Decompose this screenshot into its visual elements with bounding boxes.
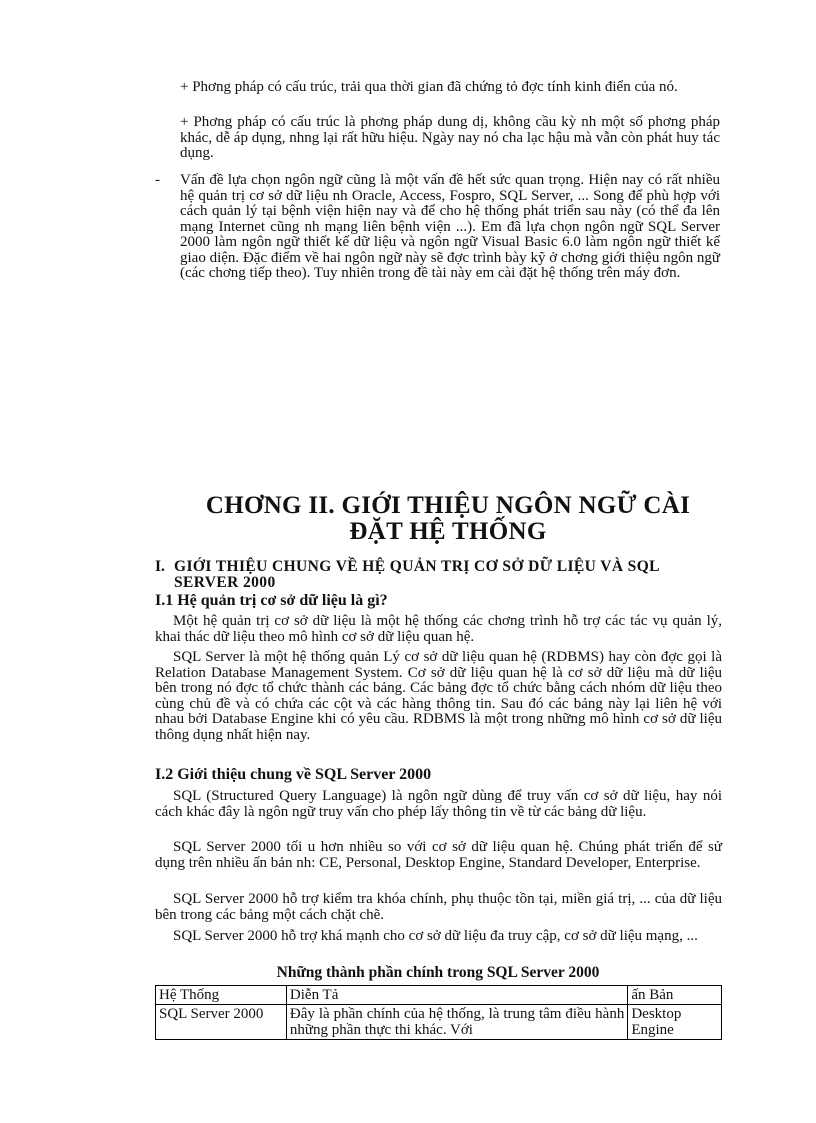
table-row xyxy=(156,1005,722,1040)
subsection-2-paragraph-1: SQL (Structured Query Language) là ngôn ngữ dùng để truy vấn cơ sở dữ liệu, hay nói cách khác đây là ngôn ngữ truy vấn cho phép lấy thông tin về từ các bảng dữ liệu. xyxy=(155,788,722,820)
table-cell: Đây là phần chính của hệ thống, là trung tâm điều hành những phần thực thi khác. Với xyxy=(286,1005,627,1040)
table-cell: Desktop Engine xyxy=(628,1005,722,1040)
subsection-1-paragraph-2: SQL Server là một hệ thống quản Lý cơ sở dữ liệu quan hệ (RDBMS) hay còn đợc gọi là Relation Database Management System. Cơ sở dữ liệu quan hệ là cơ sở dữ liệu mà dữ liệu bên trong nó đợc tổ chức thành các bảng. Các bảng đợc tổ chức bằng cách nhóm dữ liệu theo cùng chủ đề và có chứa các cột và các hàng thông tin. Sau đó các bảng này lại liên hệ với nhau bởi Database Engine khi có yêu cầu. RDBMS là một trong những mô hình cơ sở dữ liệu thông dụng nhất hiện nay. xyxy=(155,649,722,743)
table-header-cell: Hệ Thống xyxy=(156,986,287,1005)
section-1-number: I. xyxy=(155,558,165,575)
section-1-heading: GIỚI THIỆU CHUNG VỀ HỆ QUẢN TRỊ CƠ SỞ DỮ LIỆU VÀ SQL SERVER 2000 xyxy=(174,558,660,591)
subsection-2-heading: I.2 Giới thiệu chung về SQL Server 2000 xyxy=(155,766,432,783)
table-cell: SQL Server 2000 xyxy=(156,1005,287,1040)
subsection-2-paragraph-2: SQL Server 2000 tối u hơn nhiều so với cơ sở dữ liệu quan hệ. Chúng phát triển để sử dụng trên nhiều ấn bản nh: CE, Personal, Desktop Engine, Standard Developer, Enterprise. xyxy=(155,839,722,871)
subsection-1-paragraph-1: Một hệ quản trị cơ sở dữ liệu là một hệ thống các chơng trình hỗ trợ các tác vụ quản lý, khai thác dữ liệu theo mô hình cơ sở dữ liệu quan hệ. xyxy=(155,613,722,645)
intro-paragraph-1: + Phơng pháp có cấu trúc, trải qua thời gian đã chứng tỏ đợc tính kinh điển của nó. xyxy=(180,79,678,95)
chapter-title-line-2: ĐẶT HỆ THỐNG xyxy=(349,518,547,545)
components-table xyxy=(155,985,722,1040)
chapter-title-line-1: CHƠNG II. GIỚI THIỆU NGÔN NGỮ CÀI xyxy=(205,492,691,519)
table-header-cell: ấn Bản xyxy=(628,986,722,1005)
dash-bullet: - xyxy=(155,172,160,188)
subsection-2-paragraph-4: SQL Server 2000 hỗ trợ khá mạnh cho cơ sở dữ liệu đa truy cập, cơ sở dữ liệu mạng, ... xyxy=(173,928,698,944)
table-header-row xyxy=(156,986,722,1005)
subsection-1-heading: I.1 Hệ quản trị cơ sở dữ liệu là gì? xyxy=(155,592,388,609)
intro-paragraph-3: Vấn đề lựa chọn ngôn ngữ cũng là một vấn đề hết sức quan trọng. Hiện nay có rất nhiều hệ quản trị cơ sở dữ liệu nh Oracle, Access, Fospro, SQL Server, ... Song để phù hợp với cách quản lý tại bệnh viện hiện nay và để cho hệ thống phát triển sau này (có thể đa lên mạng Internet cũng nh mạng liên bệnh viện ...). Em đã lựa chọn ngôn ngữ SQL Server 2000 làm ngôn ngữ thiết kế dữ liệu và ngôn ngữ Visual Basic 6.0 làm ngôn ngữ thiết kế giao diện. Đặc điểm về hai ngôn ngữ này sẽ đợc trình bày kỹ ở chơng giới thiệu ngôn ngữ (các chơng tiếp theo). Tuy nhiên trong đề tài này em cài đặt hệ thống trên máy đơn. xyxy=(180,172,720,281)
intro-paragraph-2: + Phơng pháp có cấu trúc là phơng pháp dung dị, không cầu kỳ nh một số phơng pháp khác, dễ áp dụng, nhng lại rất hữu hiệu. Ngày nay nó cha lạc hậu mà vẫn còn phát huy tác dụng. xyxy=(180,114,720,161)
table-caption: Những thành phần chính trong SQL Server 2000 xyxy=(276,964,600,981)
table-header-cell: Diễn Tả xyxy=(286,986,627,1005)
subsection-2-paragraph-3: SQL Server 2000 hỗ trợ kiểm tra khóa chính, phụ thuộc tồn tại, miền giá trị, ... của dữ liệu bên trong các bảng một cách chặt chẽ. xyxy=(155,891,722,923)
chapter-title xyxy=(160,493,736,545)
